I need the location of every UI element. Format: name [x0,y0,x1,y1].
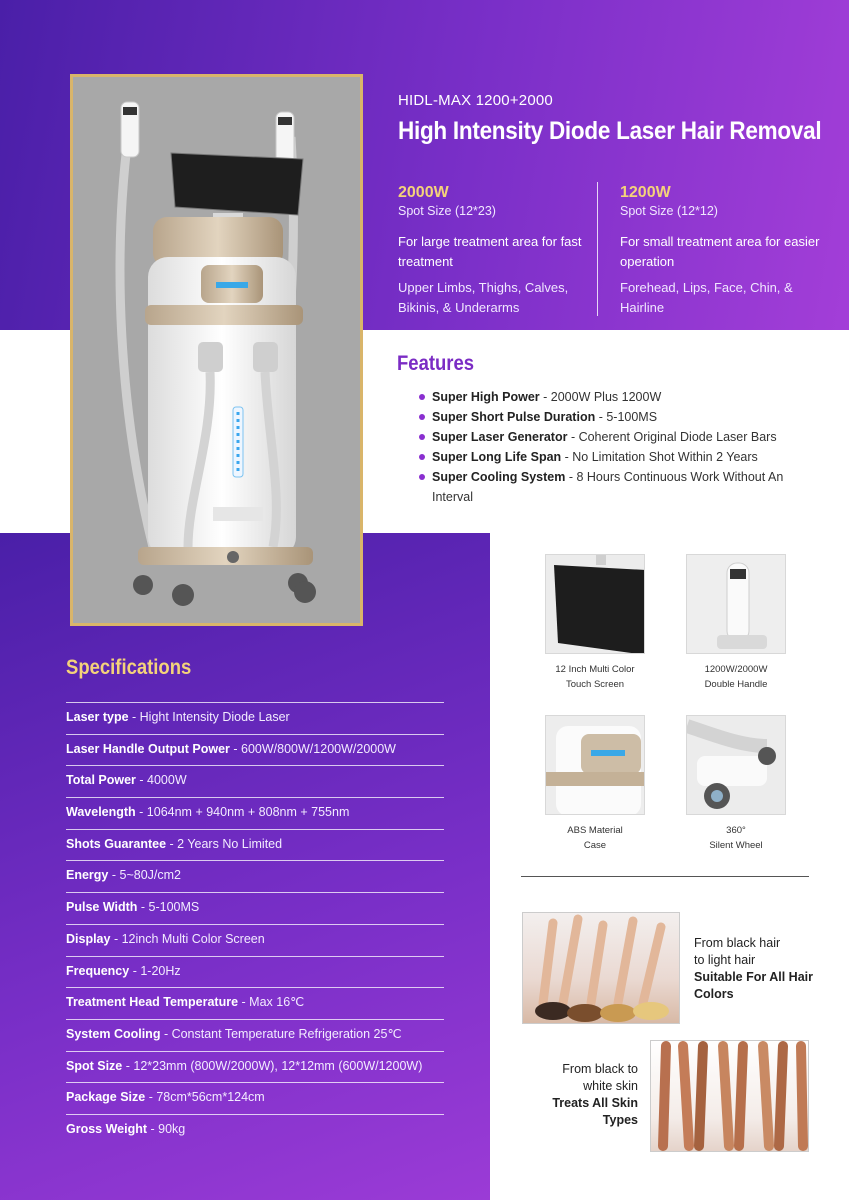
features-list [417,387,817,507]
caption-line: From black to [562,1062,638,1076]
wheel-thumbnail [686,715,786,815]
bullet-icon [419,394,425,400]
product-title: High Intensity Diode Laser Hair Removal [398,117,822,145]
handle-thumbnail [686,554,786,654]
spec-value: - 4000W [135,773,187,788]
spec-value: - 5~80J/cm2 [108,868,181,883]
spec-row [66,860,444,892]
caption-highlight: Suitable For All Hair Colors [694,970,814,1001]
spec-row [66,924,444,956]
treatment-areas: Forehead, Lips, Face, Chin, & Hairline [620,280,793,315]
handle-illustration [687,555,786,654]
specifications-list [66,702,444,1146]
spec-label: Laser type [66,710,129,724]
spec-value: - Hight Intensity Diode Laser [128,710,290,724]
spot-size: Spot Size (12*23) [398,204,496,218]
spec-value: - 12*23mm (800W/2000W), 12*12mm (600W/1200W) [122,1058,423,1073]
spec-label: Treatment Head Temperature [66,995,239,1010]
feature-item [417,387,817,407]
spec-label: Wavelength [66,805,136,820]
spec-value: - Constant Temperature Refrigeration 25℃ [160,1026,402,1041]
skin-types-caption [530,1061,638,1129]
bullet-icon [419,454,425,460]
feature-value: - 5-100MS [595,410,658,424]
spec-label: Total Power [66,773,136,788]
spec-label: Package Size [66,1090,146,1105]
power-option-2000w [398,184,603,318]
use-description: For small treatment area for easier operation [620,234,820,269]
spec-value: - 90kg [147,1121,186,1136]
features-title: Features [397,352,475,375]
women-legs-illustration [523,913,680,1024]
hair-colors-caption [694,935,814,1003]
treatment-areas: Upper Limbs, Thighs, Calves, Bikinis, & Underarms [398,280,569,315]
spec-row [66,956,444,988]
feature-item [417,427,817,447]
caption-line: From black hair [694,936,781,950]
feature-item [417,407,817,427]
caption-line: to light hair [694,953,756,967]
caption-line: Double Handle [704,679,768,690]
spec-row [66,1019,444,1051]
feature-label: Super High Power [432,390,540,404]
spec-label: Pulse Width [66,900,138,915]
bullet-icon [419,474,425,480]
feature-value: - 2000W Plus 1200W [539,390,662,404]
laser-machine-illustration [73,77,360,623]
touch-screen-illustration [546,555,645,654]
case-illustration [546,716,645,815]
legs-illustration [651,1041,809,1152]
caption-line: 12 Inch Multi Color [555,664,635,675]
use-description: For large treatment area for fast treatment [398,234,582,269]
spec-value: - 78cm*56cm*124cm [145,1090,265,1105]
thumbnail-caption [530,823,660,853]
spec-value: - Max 16℃ [238,995,305,1010]
feature-label: Super Cooling System [432,470,566,484]
spec-label: Shots Guarantee [66,836,167,851]
model-number: HIDL-MAX 1200+2000 [398,92,553,109]
wheel-illustration [687,716,786,815]
spec-label: Display [66,931,111,946]
spec-row [66,734,444,766]
spec-row [66,892,444,924]
spec-row [66,1082,444,1114]
spec-row [66,987,444,1019]
caption-line: white skin [583,1079,638,1093]
caption-line: 360° [726,825,746,836]
spec-value: - 1-20Hz [129,963,181,978]
spec-row [66,1051,444,1083]
thumbnail-caption [530,662,660,692]
spec-row [66,702,444,734]
feature-label: Super Short Pulse Duration [432,410,596,424]
skin-types-photo [650,1040,809,1152]
feature-value: - 8 Hours Continuous Work Without An Interval [432,470,784,504]
spec-label: System Cooling [66,1026,161,1041]
bullet-icon [419,414,425,420]
thumbnail-caption [671,823,801,853]
spec-label: Gross Weight [66,1121,148,1136]
spec-label: Energy [66,868,109,883]
caption-highlight: Treats All Skin Types [552,1096,638,1127]
spec-value: - 600W/800W/1200W/2000W [229,741,396,756]
spec-label: Frequency [66,963,130,978]
spec-row [66,797,444,829]
caption-line: Case [583,840,607,851]
touch-screen-thumbnail [545,554,645,654]
spec-label: Laser Handle Output Power [66,741,230,756]
column-divider [597,182,598,316]
specifications-title: Specifications [66,656,192,679]
spot-size: Spot Size (12*12) [620,204,718,218]
caption-line: 1200W/2000W [704,664,768,675]
feature-value: - No Limitation Shot Within 2 Years [561,450,758,464]
feature-label: Super Long Life Span [432,450,562,464]
power-watt: 1200W [620,184,671,201]
caption-line: Silent Wheel [709,840,763,851]
feature-item [417,447,817,467]
spec-label: Spot Size [66,1058,123,1073]
hair-colors-photo [522,912,680,1024]
section-divider [521,876,809,877]
spec-value: - 12inch Multi Color Screen [110,931,265,946]
caption-line: Touch Screen [565,679,625,690]
case-thumbnail [545,715,645,815]
caption-line: ABS Material [567,825,623,836]
spec-row [66,1114,444,1146]
product-image-frame [70,74,363,626]
bullet-icon [419,434,425,440]
spec-row [66,829,444,861]
spec-row [66,765,444,797]
feature-item [417,467,817,507]
power-option-1200w [620,184,825,318]
spec-value: - 1064nm + 940nm + 808nm + 755nm [135,805,350,820]
power-watt: 2000W [398,184,449,201]
thumbnail-caption [671,662,801,692]
feature-label: Super Laser Generator [432,430,568,444]
spec-value: - 2 Years No Limited [166,836,283,851]
feature-value: - Coherent Original Diode Laser Bars [567,430,777,444]
spec-value: - 5-100MS [137,900,200,915]
